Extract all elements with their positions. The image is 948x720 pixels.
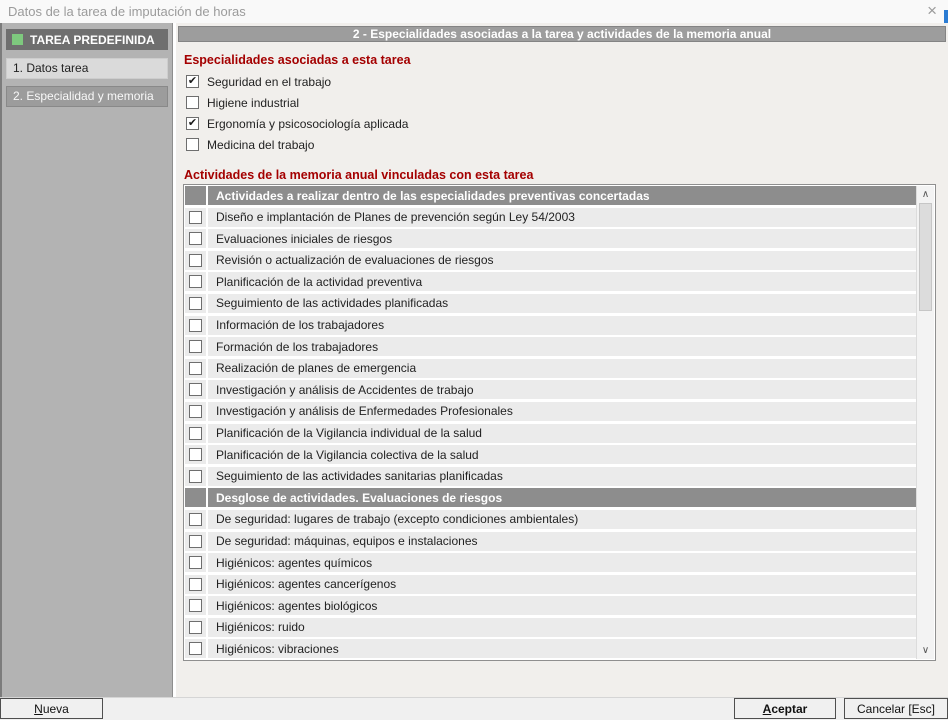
- accept-button-label: ceptar: [771, 701, 808, 716]
- checkbox[interactable]: [189, 599, 202, 612]
- checkbox[interactable]: [189, 340, 202, 353]
- checkbox[interactable]: [189, 254, 202, 267]
- activity-label: De seguridad: lugares de trabajo (excepto condiciones ambientales): [208, 510, 916, 529]
- activity-row[interactable]: [185, 575, 916, 594]
- accept-button-accel: A: [762, 701, 772, 716]
- activity-row[interactable]: [185, 337, 916, 356]
- cancel-button[interactable]: Cancelar [Esc]: [844, 698, 948, 719]
- specialty-label: Higiene industrial: [207, 95, 300, 110]
- activity-row[interactable]: [185, 596, 916, 615]
- checkbox[interactable]: [189, 578, 202, 591]
- activity-label: Evaluaciones iniciales de riesgos: [208, 229, 916, 248]
- activity-checkbox-cell: [185, 208, 206, 227]
- activity-label: Planificación de la Vigilancia colectiva de la salud: [208, 445, 916, 464]
- sidebar-header: [6, 29, 168, 50]
- activity-row[interactable]: [185, 251, 916, 270]
- activity-label: Higiénicos: agentes químicos: [208, 553, 916, 572]
- activity-row[interactable]: [185, 359, 916, 378]
- activity-row[interactable]: [185, 294, 916, 313]
- activity-label: Diseño e implantación de Planes de prevención según Ley 54/2003: [208, 208, 916, 227]
- task-square-icon: [12, 34, 23, 45]
- sidebar: [0, 23, 173, 697]
- sidebar-steps: [2, 58, 172, 107]
- activities-list: [183, 184, 936, 661]
- close-icon[interactable]: ×: [927, 1, 937, 20]
- activity-label: Planificación de la actividad preventiva: [208, 272, 916, 291]
- activity-row[interactable]: [185, 316, 916, 335]
- group-header-row: [185, 186, 916, 205]
- activity-checkbox-cell: [185, 575, 206, 594]
- checkbox[interactable]: [189, 448, 202, 461]
- activity-row[interactable]: [185, 532, 916, 551]
- activity-checkbox-cell: [185, 445, 206, 464]
- activity-row[interactable]: [185, 510, 916, 529]
- activity-checkbox-cell: [185, 272, 206, 291]
- activity-checkbox-cell: [185, 337, 206, 356]
- specialty-row: [186, 134, 408, 155]
- activity-checkbox-cell: [185, 316, 206, 335]
- checkbox[interactable]: [189, 470, 202, 483]
- activity-checkbox-cell: [185, 618, 206, 637]
- activity-label: Revisión o actualización de evaluaciones de riesgos: [208, 251, 916, 270]
- titlebar: [0, 0, 948, 23]
- checkbox[interactable]: [186, 96, 199, 109]
- checkbox[interactable]: [186, 138, 199, 151]
- vertical-scrollbar[interactable]: [916, 186, 934, 659]
- activity-row[interactable]: [185, 553, 916, 572]
- checkbox[interactable]: [189, 427, 202, 440]
- activity-row[interactable]: [185, 424, 916, 443]
- specialty-row: [186, 113, 408, 134]
- specialty-row: [186, 92, 408, 113]
- specialty-row: [186, 71, 408, 92]
- specialties-group: [186, 71, 408, 155]
- specialty-label: Medicina del trabajo: [207, 137, 315, 152]
- specialty-label: Seguridad en el trabajo: [207, 74, 332, 89]
- footer-bar: [0, 697, 948, 720]
- activity-row[interactable]: [185, 467, 916, 486]
- activity-checkbox-cell: [185, 532, 206, 551]
- activity-label: Seguimiento de las actividades planificadas: [208, 294, 916, 313]
- activity-label: Investigación y análisis de Enfermedades Profesionales: [208, 402, 916, 421]
- checkbox[interactable]: [189, 211, 202, 224]
- activities-title: Actividades de la memoria anual vinculadas con esta tarea: [184, 168, 534, 182]
- checkbox[interactable]: [189, 621, 202, 634]
- activity-label: Investigación y análisis de Accidentes de trabajo: [208, 380, 916, 399]
- activity-checkbox-cell: [185, 380, 206, 399]
- activity-checkbox-cell: [185, 359, 206, 378]
- activity-row[interactable]: [185, 639, 916, 658]
- activity-checkbox-cell: [185, 510, 206, 529]
- checkbox[interactable]: ✔: [187, 75, 198, 87]
- checkbox[interactable]: [189, 556, 202, 569]
- activity-row[interactable]: [185, 208, 916, 227]
- activity-checkbox-cell: [185, 553, 206, 572]
- step-header: 2 - Especialidades asociadas a la tarea y actividades de la memoria anual: [178, 26, 946, 42]
- sidebar-item[interactable]: 1. Datos tarea: [6, 58, 168, 79]
- new-button-label: ueva: [42, 701, 69, 716]
- checkbox[interactable]: [189, 513, 202, 526]
- activity-row[interactable]: [185, 445, 916, 464]
- sidebar-header-label: TAREA PREDEFINIDA: [30, 32, 155, 47]
- accept-button[interactable]: [734, 698, 836, 719]
- checkbox[interactable]: [189, 383, 202, 396]
- group-header-spacer: [185, 488, 206, 507]
- group-header-row: [185, 488, 916, 507]
- window-title: Datos de la tarea de imputación de horas: [8, 4, 246, 19]
- checkbox[interactable]: [189, 232, 202, 245]
- activity-label: Higiénicos: vibraciones: [208, 639, 916, 658]
- activity-checkbox-cell: [185, 402, 206, 421]
- activity-label: Planificación de la Vigilancia individual de la salud: [208, 424, 916, 443]
- checkbox[interactable]: [189, 319, 202, 332]
- activity-checkbox-cell: [185, 639, 206, 658]
- group-header-label: Actividades a realizar dentro de las especialidades preventivas concertadas: [208, 186, 916, 205]
- activity-checkbox-cell: [185, 251, 206, 270]
- activity-row[interactable]: [185, 380, 916, 399]
- new-button-accel: N: [34, 701, 43, 716]
- specialties-title: Especialidades asociadas a esta tarea: [184, 53, 411, 67]
- activity-label: Seguimiento de las actividades sanitarias planificadas: [208, 467, 916, 486]
- sidebar-item[interactable]: 2. Especialidad y memoria: [6, 86, 168, 107]
- checkbox[interactable]: [189, 405, 202, 418]
- checkbox[interactable]: ✔: [187, 117, 198, 129]
- activity-label: Formación de los trabajadores: [208, 337, 916, 356]
- activity-label: Higiénicos: agentes biológicos: [208, 596, 916, 615]
- group-header-label: Desglose de actividades. Evaluaciones de riesgos: [208, 488, 916, 507]
- group-header-spacer: [185, 186, 206, 205]
- checkbox[interactable]: [189, 535, 202, 548]
- checkbox[interactable]: [189, 275, 202, 288]
- activity-checkbox-cell: [185, 294, 206, 313]
- activity-checkbox-cell: [185, 596, 206, 615]
- checkbox[interactable]: [189, 642, 202, 655]
- activity-row[interactable]: [185, 618, 916, 637]
- activity-label: Realización de planes de emergencia: [208, 359, 916, 378]
- activity-label: Información de los trabajadores: [208, 316, 916, 335]
- activity-row[interactable]: [185, 229, 916, 248]
- main-panel: [176, 23, 948, 697]
- checkbox[interactable]: [189, 362, 202, 375]
- activity-checkbox-cell: [185, 467, 206, 486]
- activity-row[interactable]: [185, 272, 916, 291]
- scroll-up-icon[interactable]: ∧: [921, 188, 930, 200]
- activity-label: Higiénicos: agentes cancerígenos: [208, 575, 916, 594]
- scroll-down-icon[interactable]: ∨: [921, 644, 930, 656]
- activity-checkbox-cell: [185, 229, 206, 248]
- activity-label: Higiénicos: ruido: [208, 618, 916, 637]
- activity-checkbox-cell: [185, 424, 206, 443]
- new-button[interactable]: [0, 698, 103, 719]
- specialty-label: Ergonomía y psicosociología aplicada: [207, 116, 409, 131]
- activities-rows: [185, 186, 916, 659]
- scrollbar-thumb[interactable]: [919, 203, 932, 311]
- checkbox[interactable]: [189, 297, 202, 310]
- activity-row[interactable]: [185, 402, 916, 421]
- activity-label: De seguridad: máquinas, equipos e instalaciones: [208, 532, 916, 551]
